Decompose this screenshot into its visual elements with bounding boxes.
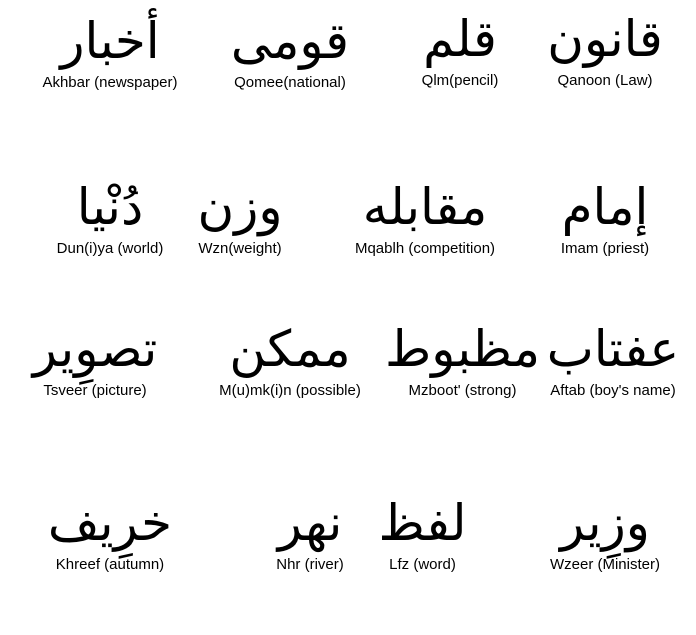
word-dunya <box>30 176 190 258</box>
arabic-word: نهر <box>277 494 343 552</box>
arabic-word: أخبار <box>60 12 160 70</box>
word-caption: Qomee(national) <box>234 74 346 91</box>
word-aftab <box>538 318 688 400</box>
arabic-word: مظبوط <box>385 320 540 378</box>
arabic-word: قلم <box>423 10 497 68</box>
word-tsveer <box>10 318 180 400</box>
word-caption: Imam (priest) <box>560 240 650 257</box>
arabic-word: مقابله <box>362 178 488 236</box>
word-caption: Khreef (autumn) <box>55 556 165 573</box>
word-caption: Qanoon (Law) <box>557 72 653 89</box>
word-caption: Mqablh (competition) <box>354 240 496 257</box>
word-wzn <box>175 176 305 258</box>
arabic-word: قومى <box>230 12 350 70</box>
word-mumkin <box>190 318 390 400</box>
word-imam <box>535 176 675 258</box>
arabic-word: دُنْيا <box>76 178 144 236</box>
arabic-word: ممكن <box>229 320 351 378</box>
word-caption: Mzboot' (strong) <box>408 382 517 399</box>
word-nhr <box>255 492 365 574</box>
arabic-word: خرِيف <box>47 494 173 552</box>
word-qanoon <box>530 8 680 90</box>
word-wzeer <box>530 492 680 574</box>
arabic-word: وزِير <box>560 494 650 552</box>
word-khreef <box>30 492 190 574</box>
word-caption: Nhr (river) <box>276 556 344 573</box>
arabic-word: إمام <box>561 178 649 236</box>
arabic-word: عفتاب <box>546 320 680 378</box>
word-caption: Wzn(weight) <box>198 240 282 257</box>
word-caption: Wzeer (Minister) <box>549 556 660 573</box>
word-caption: Lfz (word) <box>389 556 456 573</box>
word-caption: Tsveer (picture) <box>43 382 147 399</box>
word-caption: M(u)mk(i)n (possible) <box>219 382 361 399</box>
word-mqablh <box>320 176 530 258</box>
word-caption: Aftab (boy's name) <box>550 382 676 399</box>
arabic-word: لفظ <box>378 494 467 552</box>
arabic-word: وزن <box>197 178 283 236</box>
word-caption: Dun(i)ya (world) <box>56 240 164 257</box>
word-caption: Qlm(pencil) <box>421 72 499 89</box>
arabic-word: قانون <box>547 10 663 68</box>
word-mzboot <box>375 318 550 400</box>
word-qlm <box>395 8 525 90</box>
word-caption: Akhbar (newspaper) <box>42 74 178 91</box>
word-qomee <box>215 10 365 92</box>
word-akhbar <box>10 10 210 92</box>
word-lfz <box>370 492 475 574</box>
arabic-word: تصوِير <box>32 320 158 378</box>
